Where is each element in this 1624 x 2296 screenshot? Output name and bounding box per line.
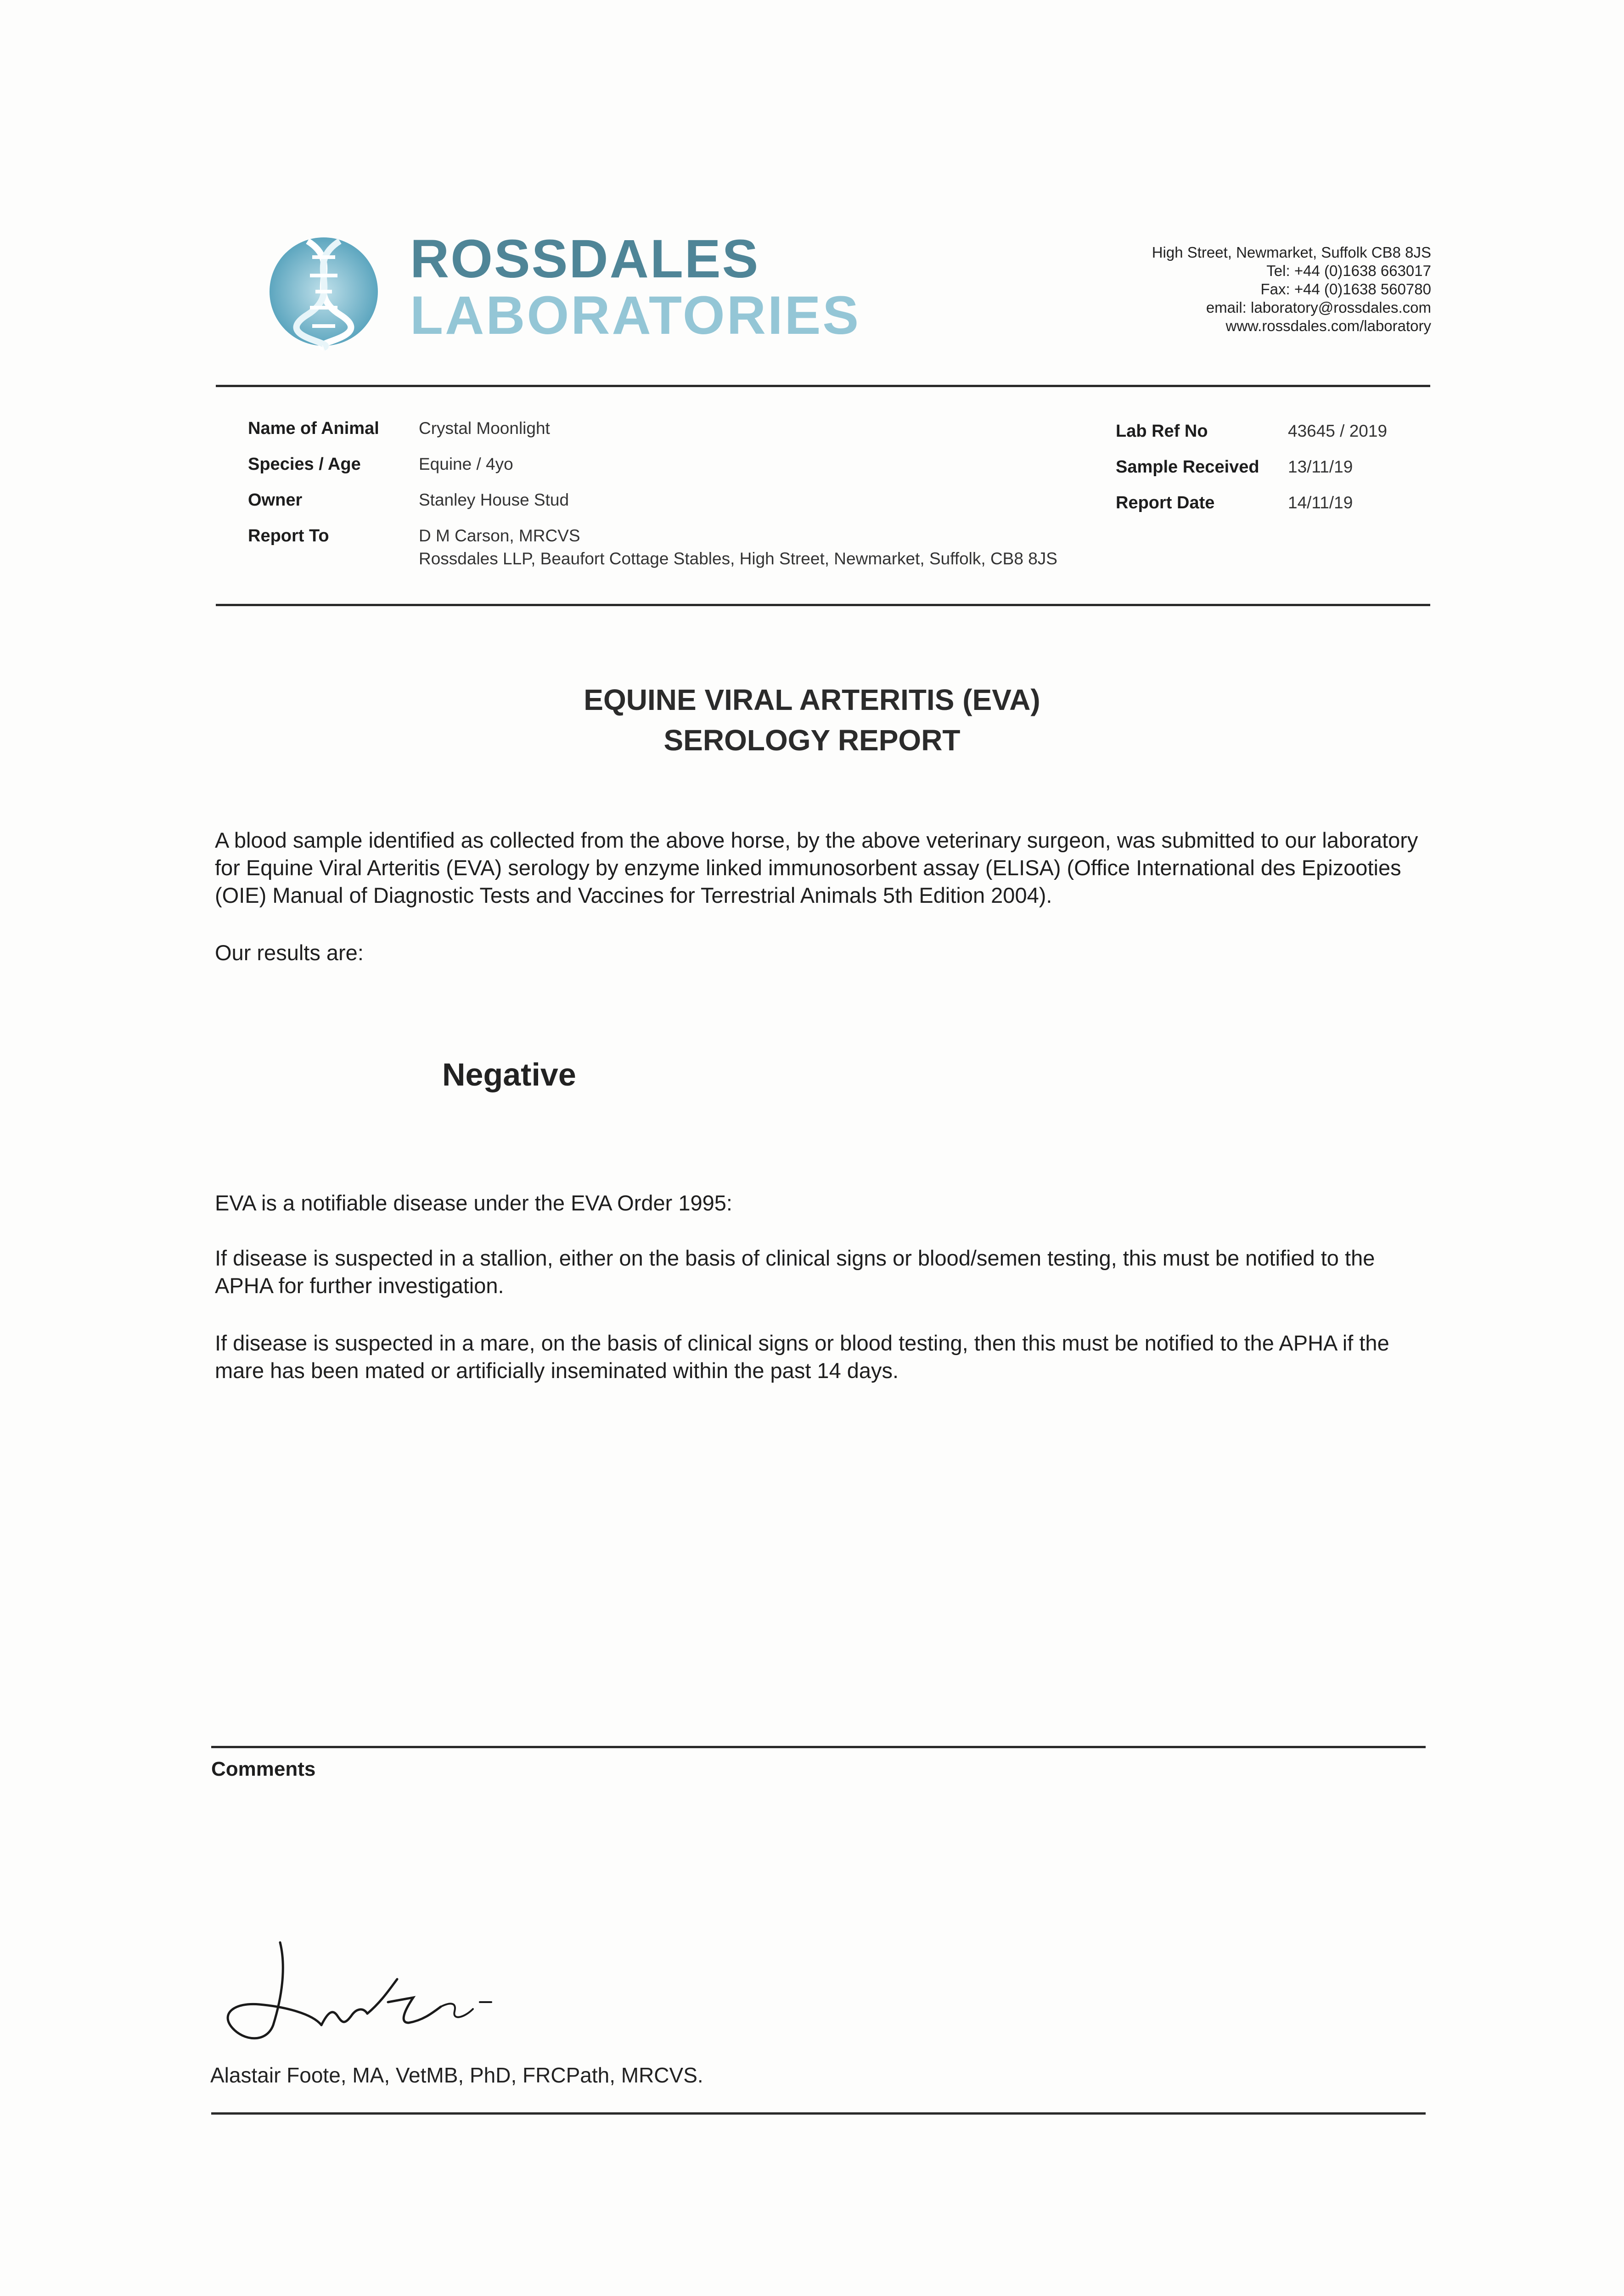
report-title-line2: SEROLOGY REPORT bbox=[663, 724, 961, 757]
contact-fax: Fax: +44 (0)1638 560780 bbox=[1260, 281, 1431, 298]
contact-block bbox=[1152, 243, 1431, 335]
species-age-value: Equine / 4yo bbox=[419, 455, 513, 473]
report-to-name: D M Carson, MRCVS bbox=[419, 526, 580, 545]
report-to-address: Rossdales LLP, Beaufort Cottage Stables, High Street, Newmarket, Suffolk, CB8 8JS bbox=[419, 549, 1057, 568]
intro-paragraph: A blood sample identified as collected from the above horse, by the above veterinary surgeon, was submitted to our laboratory for Equine Viral Arteritis (EVA) serology by enzyme linked immunosorbent assay (ELISA) (Office International des Epizooties (OIE) Manual of Diagnostic Tests and Vaccines for Terrestrial Animals 5th Edition 2004). bbox=[215, 828, 1418, 907]
brand-name-line2: LABORATORIES bbox=[410, 285, 861, 346]
name-of-animal-value: Crystal Moonlight bbox=[419, 419, 550, 438]
report-date-value: 14/11/19 bbox=[1288, 493, 1353, 512]
lab-ref-value: 43645 / 2019 bbox=[1288, 422, 1388, 440]
stallion-note: If disease is suspected in a stallion, either on the basis of clinical signs or blood/semen testing, this must be notified to the APHA for further investigation. bbox=[215, 1246, 1375, 1298]
owner-label: Owner bbox=[248, 490, 303, 510]
lab-ref-label: Lab Ref No bbox=[1116, 422, 1208, 441]
sample-received-value: 13/11/19 bbox=[1288, 457, 1353, 476]
contact-email: email: laboratory@rossdales.com bbox=[1206, 299, 1431, 316]
contact-website: www.rossdales.com/laboratory bbox=[1225, 317, 1431, 334]
signature bbox=[216, 1933, 546, 2053]
header-divider bbox=[216, 385, 1430, 387]
comments-divider bbox=[211, 1746, 1426, 1748]
owner-value: Stanley House Stud bbox=[419, 490, 569, 509]
sample-received-label: Sample Received bbox=[1116, 457, 1259, 477]
notifiable-statement: EVA is a notifiable disease under the EVA Order 1995: bbox=[215, 1191, 732, 1215]
report-title bbox=[0, 680, 1624, 760]
dna-helix-icon bbox=[264, 232, 383, 351]
report-title-line1: EQUINE VIRAL ARTERITIS (EVA) bbox=[584, 683, 1040, 716]
report-to-label: Report To bbox=[248, 526, 329, 546]
name-of-animal-label: Name of Animal bbox=[248, 419, 379, 438]
test-result: Negative bbox=[442, 1057, 576, 1092]
species-age-label: Species / Age bbox=[248, 455, 361, 474]
signatory-name: Alastair Foote, MA, VetMB, PhD, FRCPath, MRCVS. bbox=[210, 2063, 703, 2087]
report-date-label: Report Date bbox=[1116, 493, 1215, 512]
footer-divider bbox=[211, 2112, 1426, 2115]
comments-label: Comments bbox=[211, 1758, 316, 1780]
contact-tel: Tel: +44 (0)1638 663017 bbox=[1266, 262, 1431, 279]
brand-name-line1: ROSSDALES bbox=[410, 229, 760, 289]
details-divider bbox=[216, 604, 1430, 606]
mare-note: If disease is suspected in a mare, on the basis of clinical signs or blood testing, then this must be notified to the APHA if the mare has been mated or artificially inseminated within the past 14 days. bbox=[215, 1331, 1389, 1383]
results-intro: Our results are: bbox=[215, 940, 364, 965]
contact-address: High Street, Newmarket, Suffolk CB8 8JS bbox=[1152, 244, 1431, 261]
